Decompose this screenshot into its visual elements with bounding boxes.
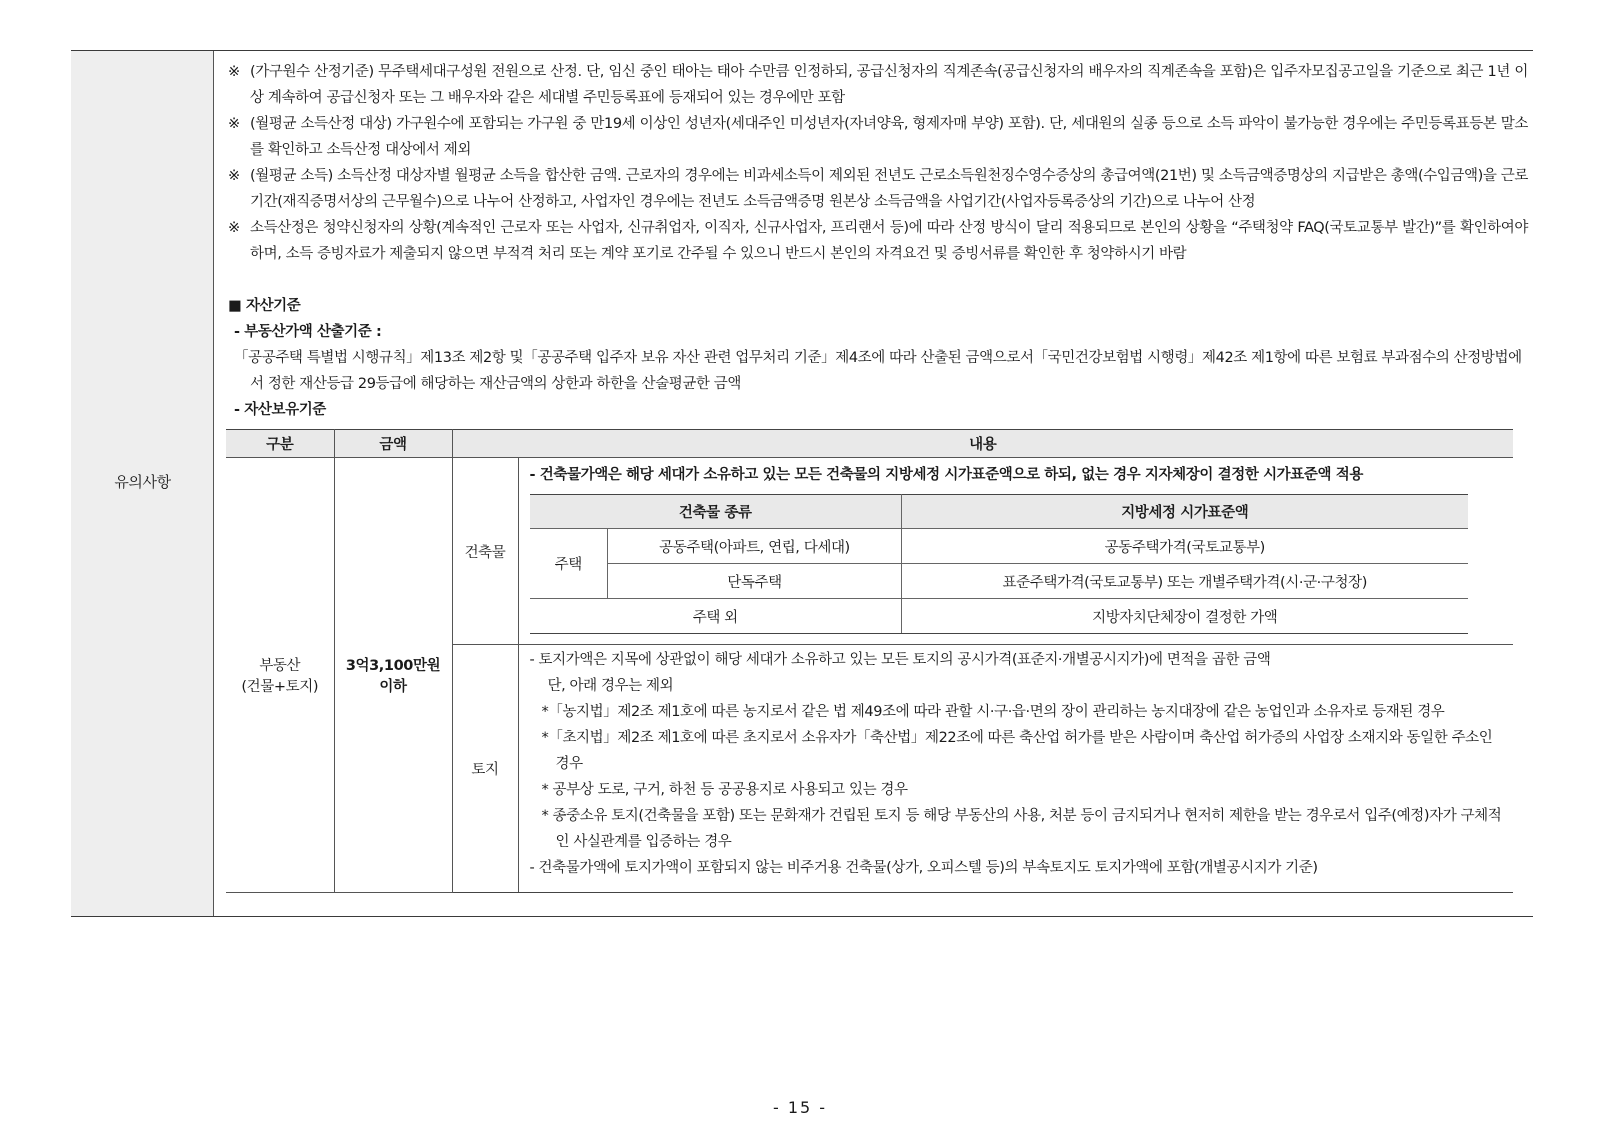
inner-type-cell: 공동주택(아파트, 연립, 다세대) [608, 529, 902, 564]
inner-value-cell: 지방자치단체장이 결정한 가액 [902, 599, 1468, 634]
asset-holding-heading: - 자산보유기준 [234, 402, 326, 418]
note-text: (월평균 소득산정 대상) 가구원수에 포함되는 가구원 중 만19세 이상인 성년자(세대주인 미성년자(자녀양육, 형제자매 부양) 포함). 단, 세대원의 실종 등으로 소득 파악이 불가능한 경우에는 주민등록표등본 말소를 확인하고 소득산정 대상에서 제외 [250, 116, 1528, 158]
inner-type-cell: 주택 외 [530, 599, 902, 634]
inner-type-cell: 단독주택 [608, 564, 902, 599]
inner-row [530, 529, 1468, 564]
inner-row [530, 599, 1468, 634]
land-exception-item: *「초지법」제2조 제1호에 따른 초지로서 소유자가「축산법」제22조에 따른 축산업 허가를 받은 사람이며 축산업 허가증의 사업장 소재지와 동일한 주소인 경우 [541, 730, 1493, 772]
note-mark: ※ [228, 64, 240, 80]
real-estate-basis-heading: - 부동산가액 산출기준 : [234, 324, 382, 340]
note-mark: ※ [228, 116, 240, 132]
land-detail [518, 645, 1513, 893]
land-label: 토지 [452, 645, 518, 893]
side-label: 유의사항 [114, 473, 171, 491]
note-text: (가구원수 산정기준) 무주택세대구성원 전원으로 산정. 단, 임신 중인 태아는 태아 수만큼 인정하되, 공급신청자의 직계존속(공급신청자의 배우자의 직계존속을 포함)은 입주자모집공고일을 기준으로 최근 1년 이상 계속하여 공급신청자 또는 그 배우자와 같은 세대별 주민등록표에 등재되어 있는 경우에만 포함 [250, 64, 1528, 106]
note-household-count [228, 59, 1528, 111]
inner-row [530, 564, 1468, 599]
real-estate-basis-text: 「공공주택 특별법 시행규칙」제13조 제2항 및「공공주택 입주자 보유 자산 관련 업무처리 기준」제4조에 따라 산출된 금액으로서「국민건강보험법 시행령」제42조 제1항에 따른 보험료 부과점수의 산정방법에서 정한 재산등급 29등급에 해당하는 재산금액의 상한과 하한을 산술평균한 금액 [234, 350, 1522, 392]
land-exception-item: * 종중소유 토지(건축물을 포함) 또는 문화재가 건립된 토지 등 해당 부동산의 사용, 처분 등이 금지되거나 현저히 제한을 받는 경우로서 입주(예정)자가 구체적인 사실관계를 입증하는 경우 [541, 808, 1502, 850]
asset-heading: ■ 자산기준 [228, 298, 301, 314]
category-detail: (건물+토지) [241, 679, 319, 695]
header-amount: 금액 [334, 430, 452, 458]
housing-label: 주택 [530, 529, 608, 599]
land-line: - 건축물가액에 토지가액이 포함되지 않는 비주거용 건축물(상가, 오피스텔 등)의 부속토지도 토지가액에 포함(개별공시지가 기준) [529, 860, 1318, 876]
amount-cell [334, 458, 452, 893]
note-monthly-income [228, 163, 1528, 215]
asset-table-header [226, 430, 1513, 458]
amount-qualifier: 이하 [379, 679, 407, 695]
side-label-column [71, 51, 214, 916]
land-exception-item: *「농지법」제2조 제1호에 따른 농지로서 같은 법 제49조에 따라 관할 시·구·읍·면의 장이 관리하는 농지대장에 같은 농업인과 소유자로 등재된 경우 [541, 704, 1445, 720]
header-category: 구분 [226, 430, 334, 458]
notice-content [228, 59, 1528, 423]
notice-section [71, 50, 1533, 917]
inner-header-type: 건축물 종류 [530, 495, 902, 529]
building-label: 건축물 [452, 458, 518, 645]
asset-table [226, 429, 1513, 893]
inner-header-value: 지방세정 시가표준액 [902, 495, 1468, 529]
page-number: - 15 - [772, 1098, 828, 1117]
inner-value-cell: 공동주택가격(국토교통부) [902, 529, 1468, 564]
note-income-calculation [228, 215, 1528, 267]
building-lead: - 건축물가액은 해당 세대가 소유하고 있는 모든 건축물의 지방세정 시가표준액으로 하되, 없는 경우 지자체장이 결정한 시가표준액 적용 [529, 467, 1363, 483]
inner-value-cell: 표준주택가격(국토교통부) 또는 개별주택가격(시·군·구청장) [902, 564, 1468, 599]
header-content: 내용 [452, 430, 1513, 458]
note-mark: ※ [228, 220, 240, 236]
building-row [226, 458, 1513, 645]
category-cell [226, 458, 334, 893]
category-name: 부동산 [259, 658, 301, 674]
note-income-target [228, 111, 1528, 163]
building-detail [518, 458, 1513, 645]
note-mark: ※ [228, 168, 240, 184]
note-text: 소득산정은 청약신청자의 상황(계속적인 근로자 또는 사업자, 신규취업자, 이직자, 신규사업자, 프리랜서 등)에 따라 산정 방식이 달리 적용되므로 본인의 상황을 “주택청약 FAQ(국토교통부 발간)”를 확인하여야 하며, 소득 증빙자료가 제출되지 않으면 부적격 처리 또는 계약 포기로 간주될 수 있으니 반드시 본인의 자격요건 및 증빙서류를 확인한 후 청약하시기 바람 [250, 220, 1528, 262]
land-exception-item: * 공부상 도로, 구거, 하천 등 공공용지로 사용되고 있는 경우 [541, 782, 908, 798]
land-exception-intro: 단, 아래 경우는 제외 [547, 678, 674, 694]
building-value-table [530, 494, 1468, 634]
note-text: (월평균 소득) 소득산정 대상자별 월평균 소득을 합산한 금액. 근로자의 경우에는 비과세소득이 제외된 전년도 근로소득원천징수영수증상의 총급여액(21번) 및 소득금액증명상의 지급받은 총액(수입금액)을 근로기간(재직증명서상의 근무월수)으로 나누어 산정하고, 사업자인 경우에는 전년도 소득금액증명 원본상 소득금액을 사업기간(사업자등록증상의 기간)으로 나누어 산정 [250, 168, 1528, 210]
land-line: - 토지가액은 지목에 상관없이 해당 세대가 소유하고 있는 모든 토지의 공시가격(표준지·개별공시지가)에 면적을 곱한 금액 [529, 652, 1271, 668]
amount-value: 3억3,100만원 [345, 658, 441, 674]
